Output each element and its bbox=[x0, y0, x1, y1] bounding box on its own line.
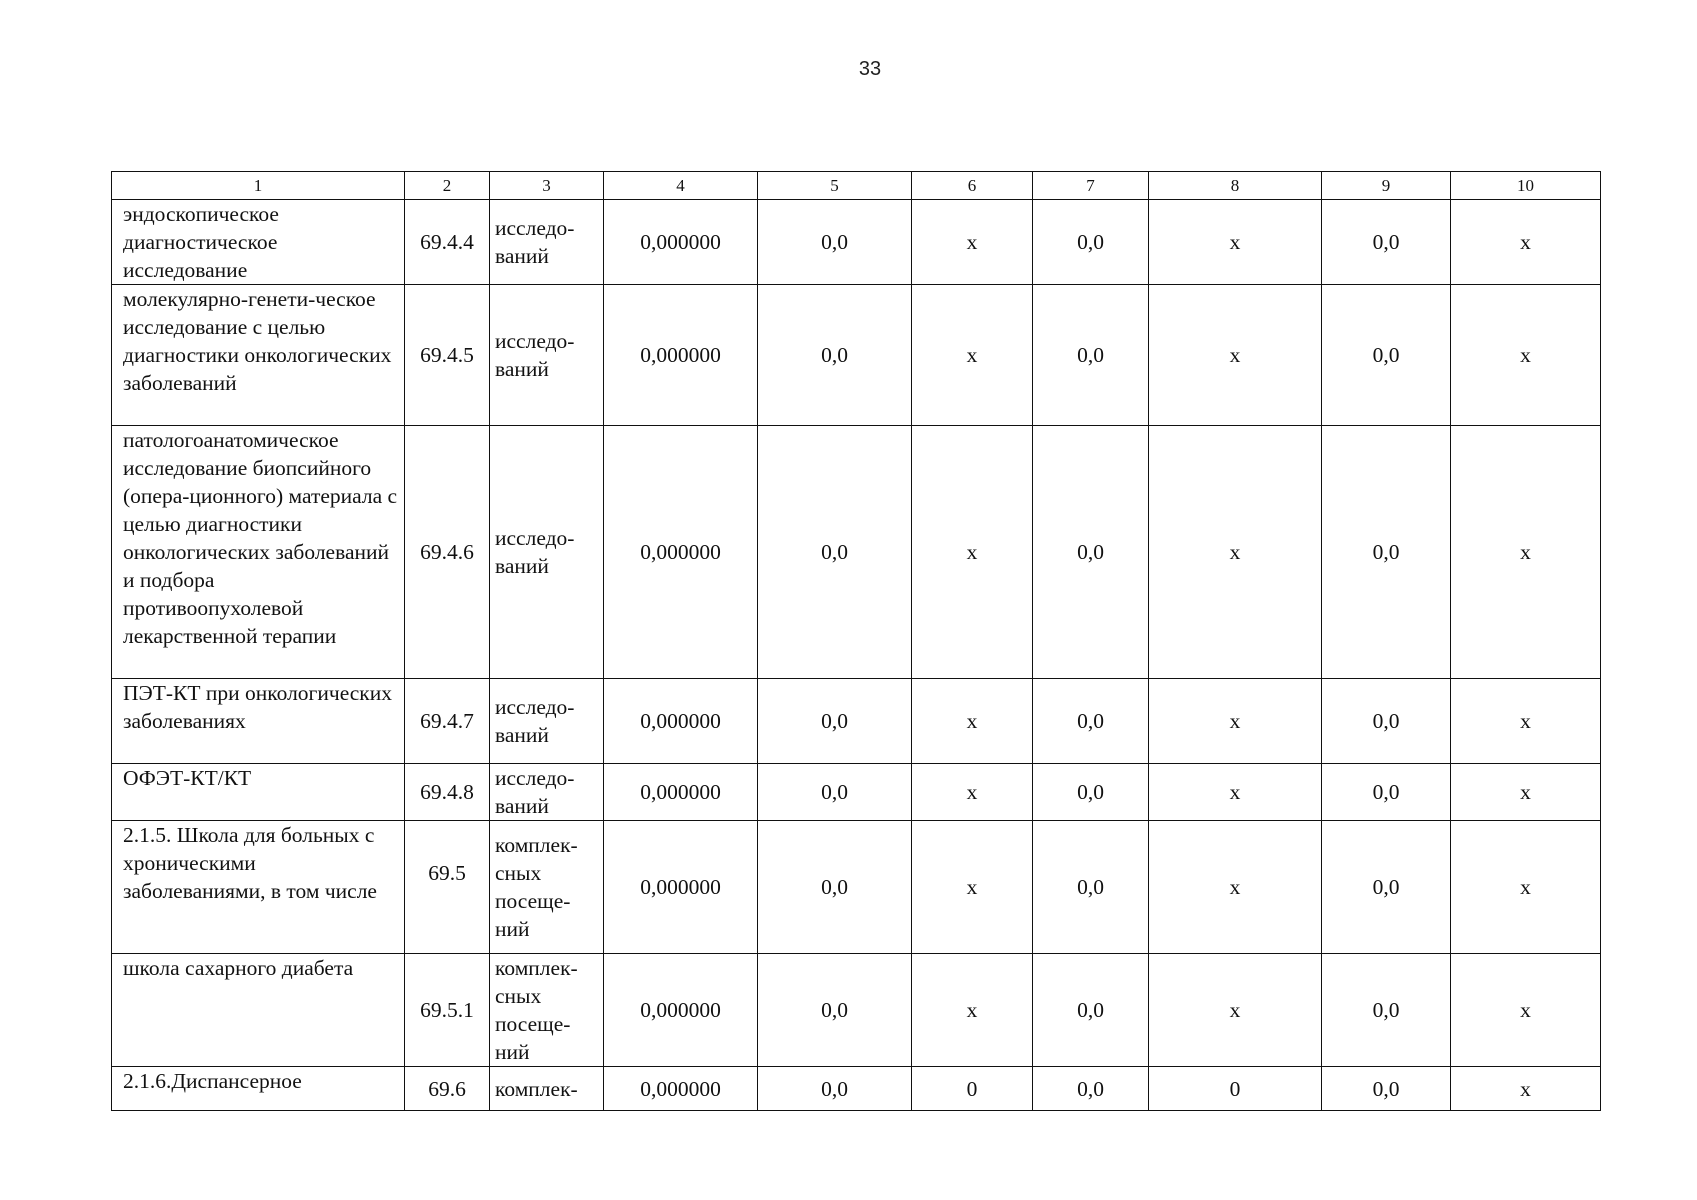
page-number: 33 bbox=[858, 58, 882, 80]
value-cell: 0,0 bbox=[1322, 954, 1451, 1067]
value-cell: 0,0 bbox=[1033, 200, 1149, 285]
table-row bbox=[112, 679, 1601, 764]
row-code-cell: 69.4.5 bbox=[405, 285, 490, 426]
row-unit-cell bbox=[490, 1067, 604, 1111]
value-cell: х bbox=[912, 821, 1033, 954]
value-cell: 0,000000 bbox=[604, 426, 758, 679]
data-table bbox=[111, 171, 1601, 1111]
row-name-cell: молекулярно-генети-ческое исследование с целью диагностики онкологических заболеваний bbox=[112, 285, 405, 426]
value-cell: х bbox=[912, 764, 1033, 821]
value-cell: 0,000000 bbox=[604, 1067, 758, 1111]
column-header: 8 bbox=[1149, 172, 1322, 200]
value-cell: х bbox=[1149, 679, 1322, 764]
value-cell: 0,0 bbox=[1322, 764, 1451, 821]
unit-text: исследо- bbox=[495, 216, 575, 240]
value-cell: 0,0 bbox=[758, 285, 912, 426]
value-cell: х bbox=[912, 954, 1033, 1067]
unit-text: ваний bbox=[495, 723, 549, 747]
unit-text: исследо- bbox=[495, 766, 575, 790]
column-header: 3 bbox=[490, 172, 604, 200]
table-row bbox=[112, 764, 1601, 821]
row-unit-cell bbox=[490, 764, 604, 821]
unit-text: комплек- bbox=[495, 833, 578, 857]
column-header: 7 bbox=[1033, 172, 1149, 200]
unit-text: сных bbox=[495, 861, 542, 885]
value-cell: х bbox=[1149, 954, 1322, 1067]
unit-text: ваний bbox=[495, 794, 549, 818]
row-code-cell: 69.6 bbox=[405, 1067, 490, 1111]
value-cell: 0,0 bbox=[758, 679, 912, 764]
value-cell: 0,0 bbox=[1322, 1067, 1451, 1111]
value-cell: х bbox=[1451, 200, 1601, 285]
value-cell: 0,000000 bbox=[604, 954, 758, 1067]
table-row bbox=[112, 1067, 1601, 1111]
column-header: 2 bbox=[405, 172, 490, 200]
value-cell: 0,0 bbox=[758, 426, 912, 679]
column-header: 1 bbox=[112, 172, 405, 200]
value-cell: 0,000000 bbox=[604, 285, 758, 426]
value-cell: х bbox=[1149, 200, 1322, 285]
value-cell: 0,0 bbox=[1322, 285, 1451, 426]
unit-text: посеще- bbox=[495, 889, 571, 913]
row-name-cell: ПЭТ-КТ при онкологических заболеваниях bbox=[112, 679, 405, 764]
unit-text: ваний bbox=[495, 357, 549, 381]
value-cell: 0,0 bbox=[1322, 821, 1451, 954]
row-code-cell: 69.4.6 bbox=[405, 426, 490, 679]
row-unit-cell bbox=[490, 426, 604, 679]
column-header: 9 bbox=[1322, 172, 1451, 200]
value-cell: 0,0 bbox=[1033, 1067, 1149, 1111]
row-unit-cell bbox=[490, 821, 604, 954]
value-cell: 0,0 bbox=[758, 821, 912, 954]
row-name-cell: школа сахарного диабета bbox=[112, 954, 405, 1067]
value-cell: х bbox=[1149, 426, 1322, 679]
row-code-cell: 69.4.7 bbox=[405, 679, 490, 764]
value-cell: 0,000000 bbox=[604, 679, 758, 764]
row-unit-cell bbox=[490, 285, 604, 426]
row-name-cell: 2.1.6.Диспансерное bbox=[112, 1067, 405, 1111]
value-cell: 0,0 bbox=[1033, 821, 1149, 954]
value-cell: х bbox=[1451, 1067, 1601, 1111]
unit-text: комплек- bbox=[495, 956, 578, 980]
row-name-cell: патологоанатомическое исследование биопсийного (опера-ционного) материала с целью диагностики онкологических заболеваний и подбора противоопухолевой лекарственной терапии bbox=[112, 426, 405, 679]
column-header: 10 bbox=[1451, 172, 1601, 200]
value-cell: х bbox=[1451, 954, 1601, 1067]
value-cell: 0,0 bbox=[1033, 426, 1149, 679]
value-cell: х bbox=[912, 200, 1033, 285]
value-cell: х bbox=[912, 679, 1033, 764]
value-cell: х bbox=[1451, 764, 1601, 821]
value-cell: 0,0 bbox=[758, 954, 912, 1067]
row-code-cell: 69.5 bbox=[405, 821, 490, 954]
value-cell: 0,0 bbox=[1033, 764, 1149, 821]
value-cell: 0,0 bbox=[1322, 679, 1451, 764]
value-cell: х bbox=[912, 285, 1033, 426]
value-cell: 0,0 bbox=[1033, 679, 1149, 764]
value-cell: х bbox=[1149, 821, 1322, 954]
value-cell: 0,0 bbox=[1033, 285, 1149, 426]
value-cell: 0,0 bbox=[758, 200, 912, 285]
row-code-cell: 69.4.4 bbox=[405, 200, 490, 285]
table-row bbox=[112, 285, 1601, 426]
value-cell: 0,0 bbox=[1322, 426, 1451, 679]
unit-text: посеще- bbox=[495, 1012, 571, 1036]
value-cell: х bbox=[1149, 285, 1322, 426]
unit-text: исследо- bbox=[495, 526, 575, 550]
value-cell: 0,0 bbox=[758, 764, 912, 821]
unit-text: ваний bbox=[495, 554, 549, 578]
value-cell: 0,0 bbox=[758, 1067, 912, 1111]
row-code-cell: 69.5.1 bbox=[405, 954, 490, 1067]
value-cell: х bbox=[1451, 821, 1601, 954]
row-unit-cell bbox=[490, 200, 604, 285]
table-row bbox=[112, 426, 1601, 679]
unit-text: исследо- bbox=[495, 695, 575, 719]
row-name-cell: 2.1.5. Школа для больных с хроническими заболеваниями, в том числе bbox=[112, 821, 405, 954]
value-cell: 0,0 bbox=[1322, 200, 1451, 285]
value-cell: х bbox=[1451, 285, 1601, 426]
column-header: 6 bbox=[912, 172, 1033, 200]
unit-text: ний bbox=[495, 1040, 530, 1064]
row-name-cell: ОФЭТ-КТ/КТ bbox=[112, 764, 405, 821]
value-cell: х bbox=[1149, 764, 1322, 821]
table-header-row bbox=[112, 172, 1601, 200]
unit-text: комплек- bbox=[495, 1076, 578, 1101]
column-header: 4 bbox=[604, 172, 758, 200]
row-unit-cell bbox=[490, 679, 604, 764]
table-row bbox=[112, 200, 1601, 285]
unit-text: сных bbox=[495, 984, 542, 1008]
value-cell: х bbox=[912, 426, 1033, 679]
value-cell: 0 bbox=[912, 1067, 1033, 1111]
row-code-cell: 69.4.8 bbox=[405, 764, 490, 821]
value-cell: 0,000000 bbox=[604, 764, 758, 821]
column-header: 5 bbox=[758, 172, 912, 200]
value-cell: х bbox=[1451, 426, 1601, 679]
unit-text: ний bbox=[495, 917, 530, 941]
table-row bbox=[112, 821, 1601, 954]
unit-text: исследо- bbox=[495, 329, 575, 353]
value-cell: 0,000000 bbox=[604, 821, 758, 954]
row-unit-cell bbox=[490, 954, 604, 1067]
unit-text: ваний bbox=[495, 244, 549, 268]
value-cell: 0,000000 bbox=[604, 200, 758, 285]
value-cell: 0,0 bbox=[1033, 954, 1149, 1067]
value-cell: 0 bbox=[1149, 1067, 1322, 1111]
table-row bbox=[112, 954, 1601, 1067]
value-cell: х bbox=[1451, 679, 1601, 764]
row-name-cell: эндоскопическое диагностическое исследование bbox=[112, 200, 405, 285]
